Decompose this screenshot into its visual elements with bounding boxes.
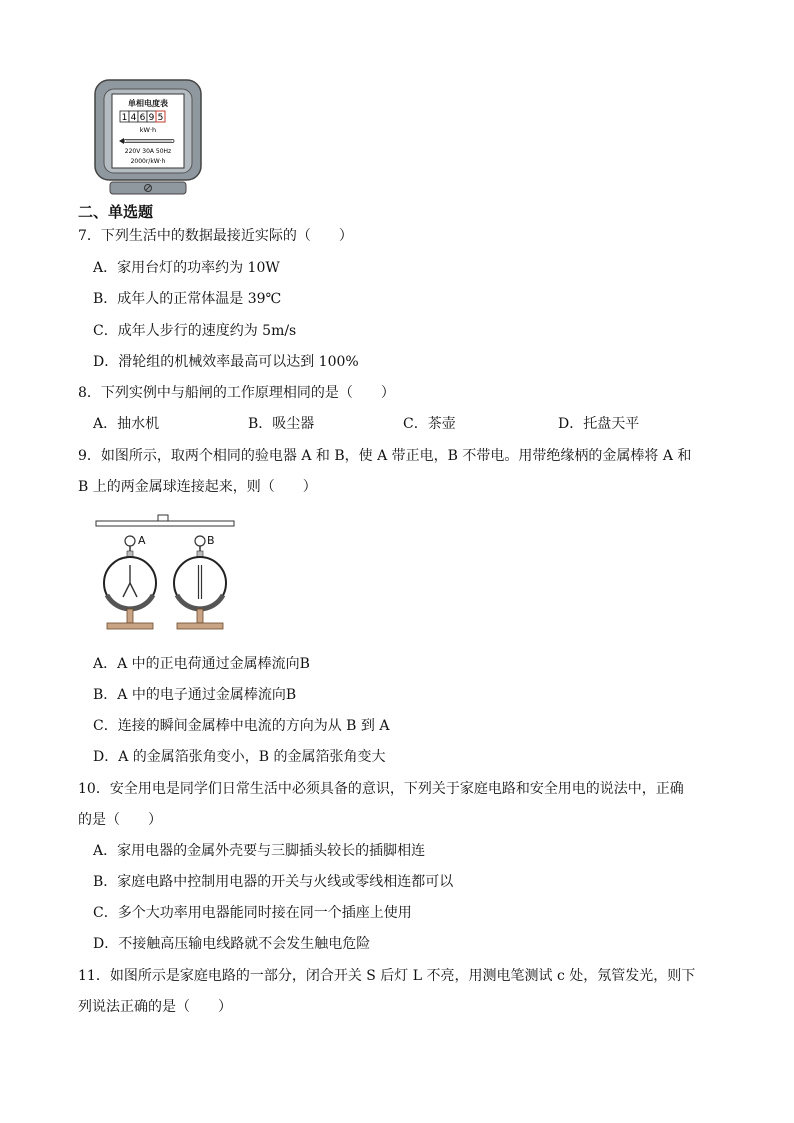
q9-stem-line2: B 上的两金属球连接起来，则（ ） [78, 479, 317, 495]
q7-option-b: B．成年人的正常体温是 39℃ [93, 291, 282, 307]
q11-stem-line2: 列说法正确的是（ ） [78, 999, 232, 1015]
q7-option-a: A．家用台灯的功率约为 10W [93, 260, 280, 276]
meter-title: 单相电度表 [128, 99, 168, 108]
q8-option-d: D．托盘天平 [558, 416, 640, 432]
meter-digit-4: 9 [148, 113, 155, 123]
q8-option-a: A．抽水机 [93, 416, 160, 432]
electroscope-figure [92, 513, 240, 633]
q9-option-b: B．A 中的电子通过金属棒流向B [93, 687, 297, 703]
q9-option-c: C．连接的瞬间金属棒中电流的方向为从 B 到 A [93, 718, 390, 734]
q9-option-d: D．A 的金属箔张角变小，B 的金属箔张角变大 [93, 749, 386, 765]
electroscope-b-label: B [207, 534, 215, 547]
q7-option-d: D．滑轮组的机械效率最高可以达到 100% [93, 354, 359, 370]
q11-stem-line1: 11．如图所示是家庭电路的一部分，闭合开关 S 后灯 L 不亮，用测电笔测试 c 处，氖管发光，则下 [78, 968, 696, 984]
q7-stem: 7．下列生活中的数据最接近实际的（ ） [78, 228, 353, 244]
electricity-meter-figure [92, 78, 204, 196]
q10-stem-line1: 10．安全用电是同学们日常生活中必须具备的意识，下列关于家庭电路和安全用电的说法中，正确 [78, 781, 684, 797]
q7-option-c: C．成年人步行的速度约为 5m/s [93, 323, 297, 339]
q8-option-b: B．吸尘器 [248, 416, 315, 432]
electroscope-a-label: A [138, 534, 146, 547]
meter-digit-5: 5 [157, 113, 164, 123]
electroscope-a [104, 534, 156, 629]
meter-spec: 220V 30A 50Hz [124, 148, 172, 155]
q10-option-c: C．多个大功率用电器能同时接在同一个插座上使用 [93, 905, 412, 921]
meter-digit-3: 6 [139, 113, 146, 123]
q9-stem-line1: 9．如图所示，取两个相同的验电器 A 和 B，使 A 带正电，B 不带电。用带绝缘柄的金属棒将 A 和 [78, 448, 692, 464]
meter-digit-2: 4 [130, 113, 137, 123]
q10-option-d: D．不接触高压输电线路就不会发生触电危险 [93, 936, 371, 952]
q10-option-b: B．家庭电路中控制用电器的开关与火线或零线相连都可以 [93, 874, 454, 890]
meter-unit: kW·h [139, 126, 157, 134]
q10-option-a: A．家用电器的金属外壳要与三脚插头较长的插脚相连 [93, 843, 426, 859]
meter-digit-1: 1 [121, 113, 128, 123]
section-title: 二、单选题 [78, 203, 154, 221]
q8-option-c: C．茶壶 [403, 416, 456, 432]
q8-stem: 8．下列实例中与船闸的工作原理相同的是（ ） [78, 385, 395, 401]
q10-stem-line2: 的是（ ） [78, 812, 162, 828]
meter-rate: 2000r/kW·h [130, 158, 166, 165]
meter-digits [120, 111, 165, 123]
electroscope-b [174, 534, 226, 629]
q9-option-a: A．A 中的正电荷通过金属棒流向B [93, 656, 310, 672]
